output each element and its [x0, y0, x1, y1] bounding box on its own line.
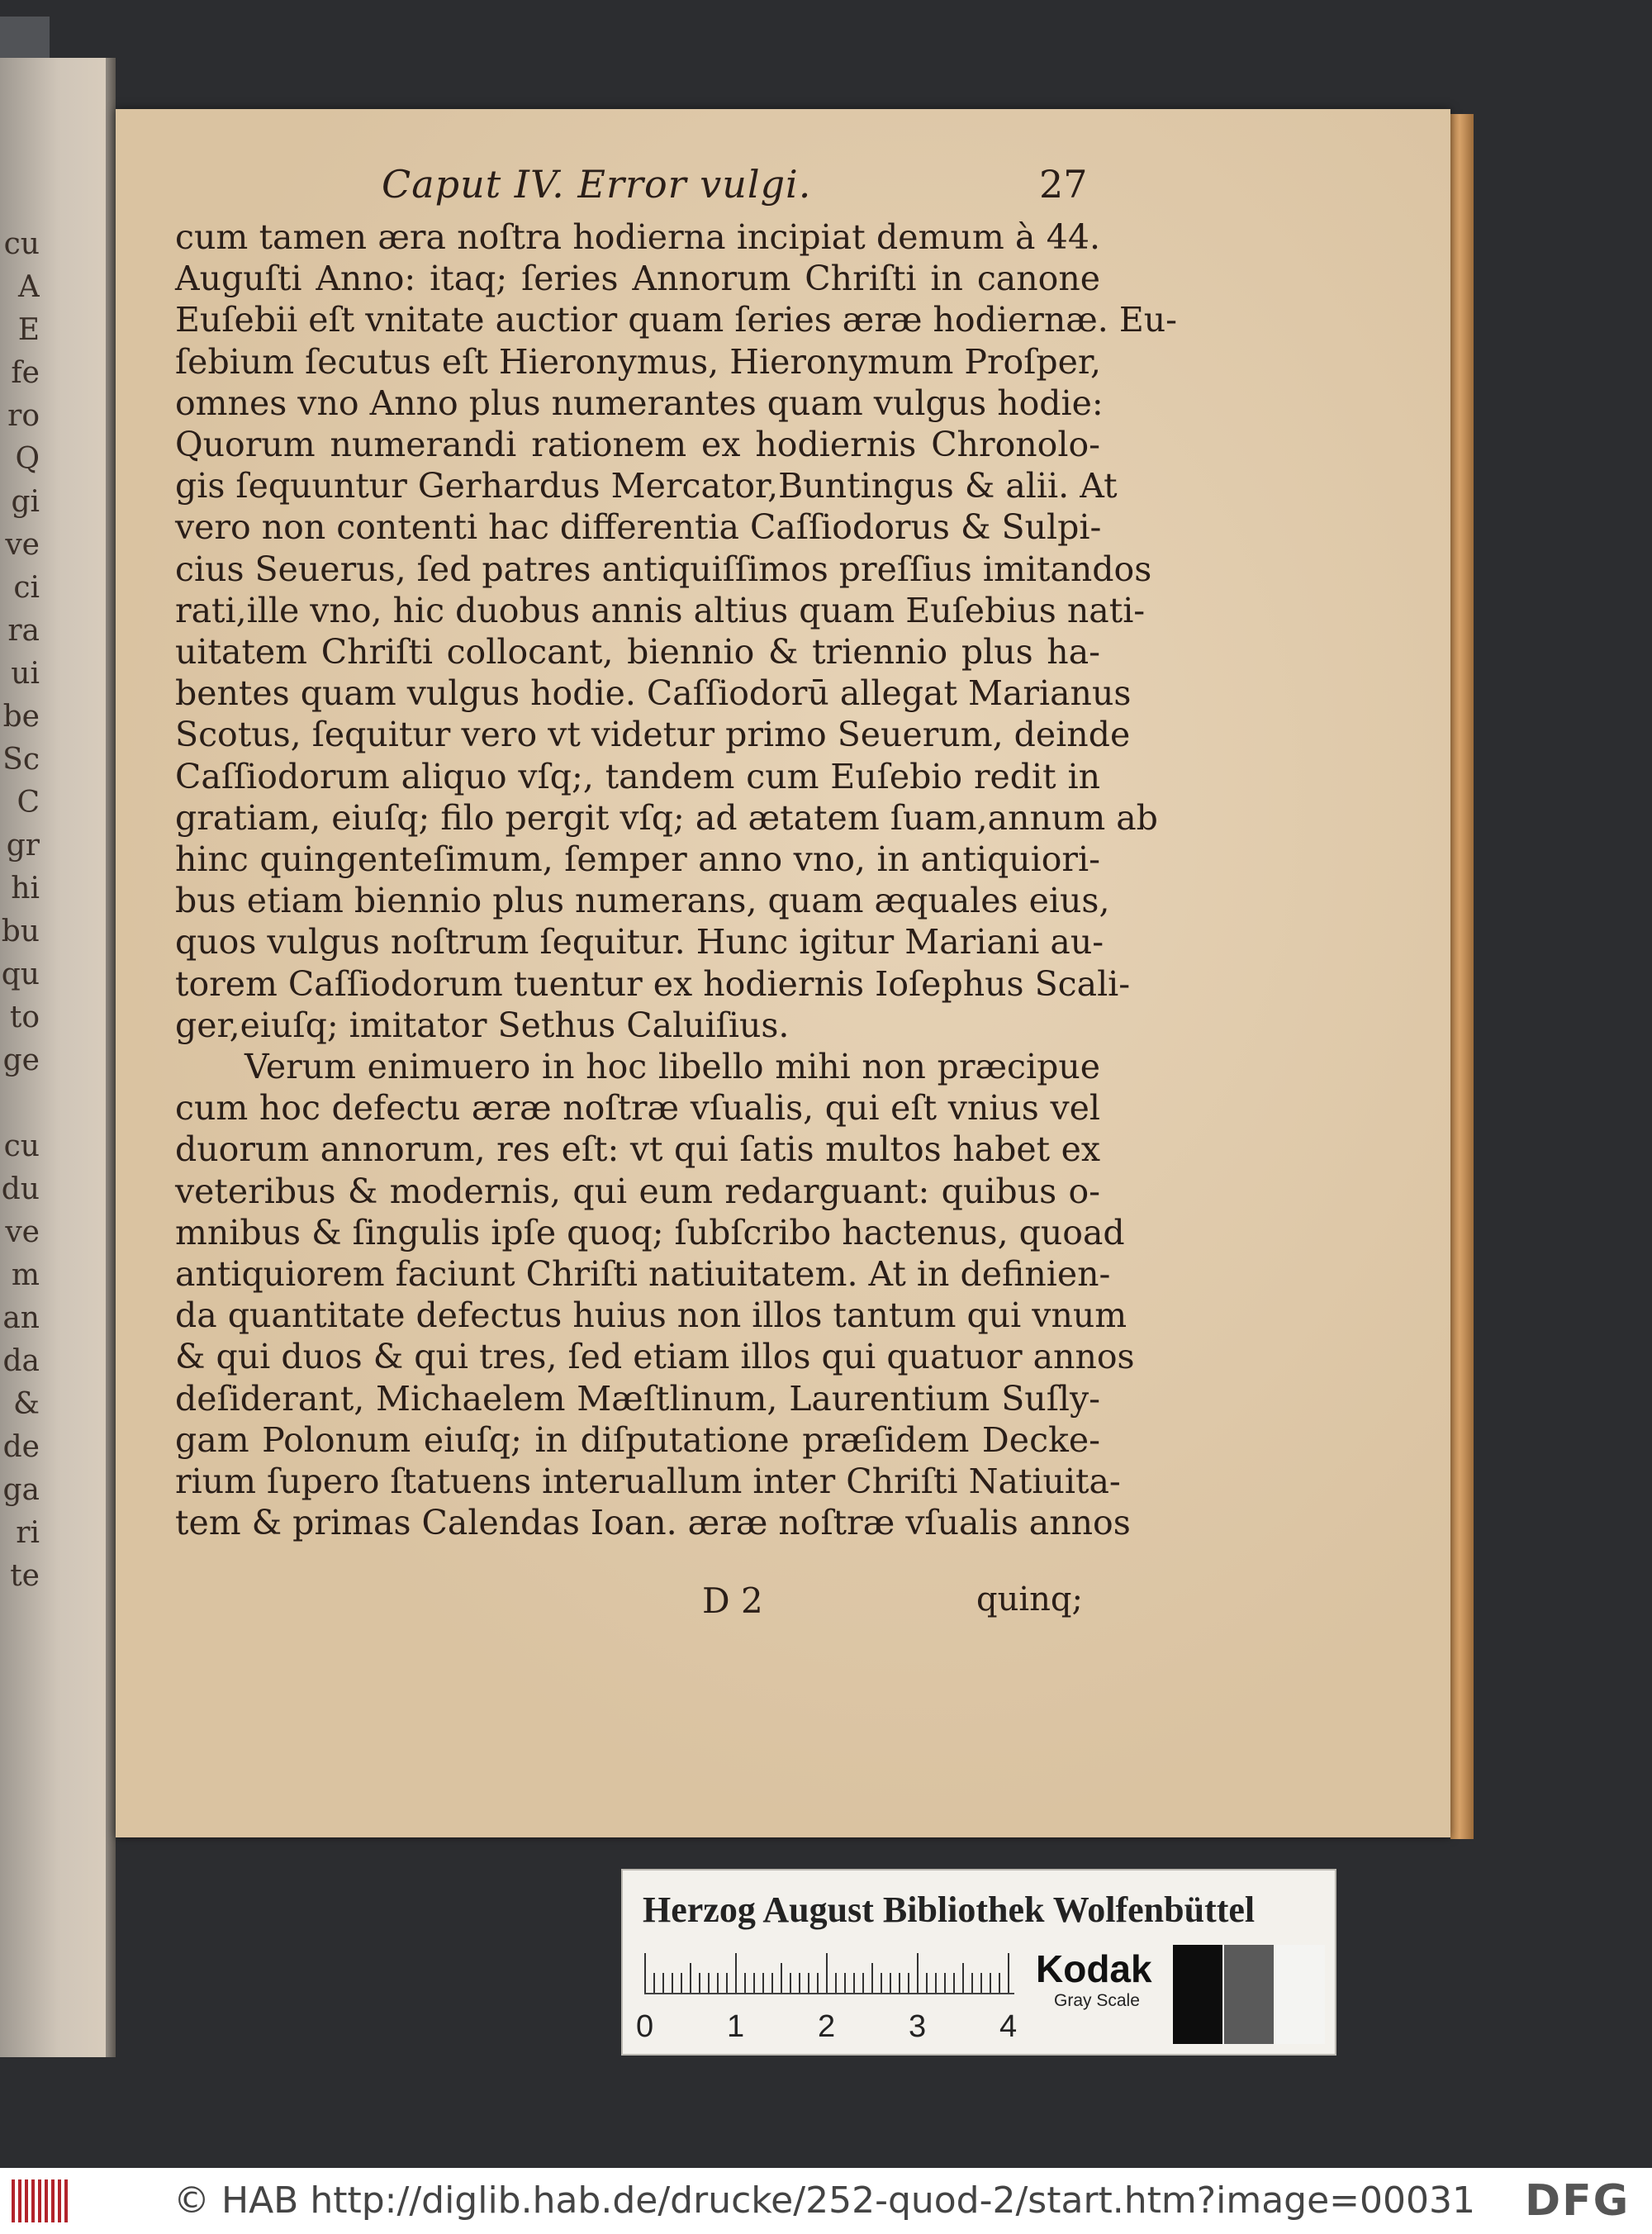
- ruler-tick: [790, 1973, 791, 1993]
- ruler-tick: [672, 1973, 673, 1993]
- text-line: antiquiorem faciunt Chriſti natiuitatem. At in definien-: [175, 1254, 1111, 1295]
- color-scale-card: [621, 1869, 1336, 2056]
- facing-page-fragment: ri: [16, 1516, 40, 1550]
- text-line: bentes quam vulgus hodie. Caſſiodorū allegat Marianus: [175, 673, 1132, 714]
- text-line: gam Polonum eiuſq; in diſputatione præſidem Decke-: [175, 1419, 1100, 1460]
- gray-scale-label: Gray Scale: [1054, 1991, 1140, 2010]
- ruler-tick: [926, 1973, 928, 1993]
- text-line: Euſebii eſt vnitate auctior quam ſeries æræ hodiernæ. Eu-: [175, 300, 1178, 340]
- text-line: tem & primas Calendas Ioan. æræ noſtræ vſualis annos: [175, 1503, 1131, 1543]
- page-fore-edge: [1450, 114, 1474, 1839]
- ruler-tick: [890, 1973, 891, 1993]
- ruler-tick: [717, 1973, 719, 1993]
- ruler-tick: [781, 1963, 782, 1993]
- text-line: quos vulgus noſtrum ſequitur. Hunc igitur Mariani au-: [175, 922, 1104, 963]
- ruler-tick: [817, 1973, 819, 1993]
- text-line: rati,ille vno, hic duobus annis altius quam Euſebius nati-: [175, 590, 1146, 630]
- facing-page-fragment: hi: [11, 872, 40, 905]
- facing-page-fragment: &: [12, 1387, 40, 1421]
- facing-page-fragment: cu: [3, 1129, 40, 1163]
- ruler-tick: [653, 1973, 655, 1993]
- ruler-tick: [1008, 1953, 1009, 1993]
- ruler-tick: [899, 1973, 900, 1993]
- footer-bar: [0, 2168, 1652, 2234]
- text-line: veteribus & modernis, qui eum redarguant: quibus o-: [175, 1171, 1100, 1211]
- ruler-tick: [835, 1973, 837, 1993]
- dfg-logo: DFG: [1525, 2176, 1631, 2226]
- ruler-tick: [881, 1973, 882, 1993]
- facing-page-fragment: E: [17, 313, 40, 347]
- text-line: cius Seuerus, ſed patres antiquiſſimos preſſius imitandos: [175, 549, 1152, 589]
- text-line: hinc quingenteſimum, ſemper anno vno, in antiquiori-: [175, 839, 1100, 880]
- text-line: cum hoc defectu æræ noſtræ vſualis, qui eſt vnius vel: [175, 1088, 1100, 1129]
- ruler-tick: [644, 1953, 646, 1993]
- text-line: uitatem Chriſti collocant, biennio & triennio plus ha-: [175, 632, 1100, 673]
- facing-page-fragment: de: [2, 1430, 40, 1464]
- ruler-tick: [708, 1973, 710, 1993]
- text-line: vero non contenti hac differentia Caſſiodorus & Sulpi-: [175, 507, 1102, 548]
- ruler-tick: [980, 1973, 982, 1993]
- text-line: deſiderant, Michaelem Mæſtlinum, Laurentium Suſly-: [175, 1378, 1100, 1419]
- facing-page-fragment: gr: [6, 829, 40, 863]
- page-number: 27: [1039, 162, 1088, 207]
- ruler-number: 1: [727, 2009, 745, 2044]
- text-line: Quorum numerandi rationem ex hodiernis Chronolo-: [175, 425, 1100, 465]
- ruler-tick: [917, 1953, 919, 1993]
- facing-page-fragment: ci: [13, 571, 40, 605]
- facing-page-fragment: m: [11, 1258, 40, 1292]
- ruler-tick: [990, 1973, 991, 1993]
- library-name: Herzog August Bibliothek Wolfenbüttel: [643, 1889, 1256, 1930]
- ruler-number: 3: [909, 2009, 927, 2044]
- ruler-tick: [681, 1973, 682, 1993]
- ruler-tick: [744, 1973, 746, 1993]
- ruler-number: 0: [636, 2009, 654, 2044]
- text-line: duorum annorum, res eſt: vt qui ſatis multos habet ex: [175, 1129, 1100, 1170]
- facing-page-fragment: du: [1, 1172, 40, 1206]
- facing-page-fragment: ra: [7, 614, 40, 648]
- ruler-tick: [908, 1973, 909, 1993]
- running-head: Caput IV. Error vulgi.: [382, 162, 812, 207]
- facing-page-fragment: ve: [5, 1215, 40, 1249]
- facing-page-fragment: A: [18, 270, 40, 304]
- ruler-tick: [962, 1963, 964, 1993]
- facing-page-fragment: fe: [11, 356, 40, 390]
- text-line: gis ſequuntur Gerhardus Mercator,Buntingus & alii. At: [175, 466, 1118, 506]
- ruler-tick: [762, 1973, 764, 1993]
- text-line: mnibus & ſingulis ipſe quoq; ſubſcribo hactenus, quoad: [175, 1212, 1125, 1252]
- facing-page-fragment: cu: [3, 227, 40, 261]
- gray-swatch: [1173, 1945, 1222, 2044]
- text-line: omnes vno Anno plus numerantes quam vulgus hodie:: [175, 383, 1104, 423]
- hab-logo-icon: [12, 2179, 69, 2222]
- catchword: quinq;: [976, 1580, 1084, 1618]
- text-line: Caſſiodorum aliquo vſq;, tandem cum Euſebio redit in: [175, 756, 1100, 796]
- text-line: Auguſti Anno: itaq; ſeries Annorum Chriſti in canone: [175, 259, 1100, 299]
- facing-page-fragment: to: [9, 1001, 40, 1034]
- facing-page-fragment: te: [10, 1559, 40, 1593]
- facing-page-fragment: bu: [1, 915, 40, 948]
- facing-page-fragment: ui: [11, 657, 40, 691]
- ruler-tick: [808, 1973, 809, 1993]
- ruler-tick: [935, 1973, 937, 1993]
- text-line: bus etiam biennio plus numerans, quam æquales eius,: [175, 881, 1110, 921]
- text-line: torem Caſſiodorum tuentur ex hodiernis Ioſephus Scali-: [175, 963, 1131, 1004]
- text-line: gratiam, eiuſq; filo pergit vſq; ad ætatem ſuam,annum ab: [175, 797, 1158, 838]
- text-line: ſebium ſecutus eſt Hieronymus, Hieronymum Proſper,: [175, 341, 1102, 382]
- text-line: da quantitate defectus huius non illos tantum qui vnum: [175, 1295, 1127, 1336]
- facing-page-line-endings: [0, 223, 40, 1598]
- facing-page-fragment: C: [17, 786, 40, 820]
- facing-page-fragment: be: [2, 700, 40, 734]
- measurement-ruler: [644, 1951, 1014, 1994]
- text-line: Scotus, ſequitur vero vt videtur primo Seuerum, deinde: [175, 715, 1131, 755]
- text-line: ger,eiuſq; imitator Sethus Caluiſius.: [175, 1005, 790, 1045]
- ruler-tick: [699, 1973, 700, 1993]
- ruler-tick: [662, 1973, 664, 1993]
- facing-page-fragment: qu: [1, 958, 40, 991]
- ruler-tick: [999, 1973, 1000, 1993]
- gray-swatch: [1275, 1945, 1325, 2044]
- ruler-tick: [871, 1963, 873, 1993]
- facing-page-fragment: da: [2, 1344, 40, 1378]
- facing-page-fragment: gi: [11, 485, 40, 519]
- ruler-tick: [944, 1973, 946, 1993]
- facing-page-fragment: ve: [5, 528, 40, 562]
- text-line: cum tamen æra noſtra hodierna incipiat demum à 44.: [175, 217, 1100, 257]
- ruler-tick: [953, 1973, 955, 1993]
- ruler-tick: [971, 1973, 973, 1993]
- ruler-tick: [726, 1973, 728, 1993]
- ruler-tick: [844, 1973, 846, 1993]
- text-line: & qui duos & qui tres, ſed etiam illos qui quatuor annos: [175, 1337, 1135, 1377]
- text-line: rium ſupero ſtatuens interuallum inter Chriſti Natiuita-: [175, 1462, 1121, 1502]
- ruler-tick: [690, 1963, 691, 1993]
- gray-swatch: [1224, 1945, 1274, 2044]
- ruler-tick: [771, 1973, 773, 1993]
- footer-link[interactable]: © HAB http://diglib.hab.de/drucke/252-quod-2/start.htm?image=00031: [173, 2179, 1476, 2222]
- facing-page-fragment: Sc: [2, 743, 40, 777]
- facing-page-fragment: ro: [7, 399, 40, 433]
- ruler-tick: [862, 1973, 864, 1993]
- facing-page-fragment: an: [2, 1301, 40, 1335]
- ruler-tick: [799, 1973, 800, 1993]
- ruler-number: 2: [818, 2009, 836, 2044]
- ruler-tick: [826, 1953, 828, 1993]
- kodak-logo: Kodak: [1036, 1947, 1152, 1990]
- text-line: Verum enimuero in hoc libello mihi non præcipue: [244, 1047, 1100, 1087]
- facing-page-fragment: Q: [15, 442, 40, 476]
- facing-page-fragment: [0, 1082, 40, 1125]
- ruler-tick: [735, 1953, 737, 1993]
- ruler-tick: [753, 1973, 755, 1993]
- facing-page-fragment: ga: [2, 1473, 40, 1507]
- signature-mark: D 2: [702, 1580, 763, 1621]
- book-gutter: [106, 58, 116, 2057]
- ruler-tick: [853, 1973, 855, 1993]
- ruler-number: 4: [999, 2009, 1018, 2044]
- facing-page-fragment: ge: [2, 1043, 40, 1077]
- body-text: [175, 216, 1178, 1544]
